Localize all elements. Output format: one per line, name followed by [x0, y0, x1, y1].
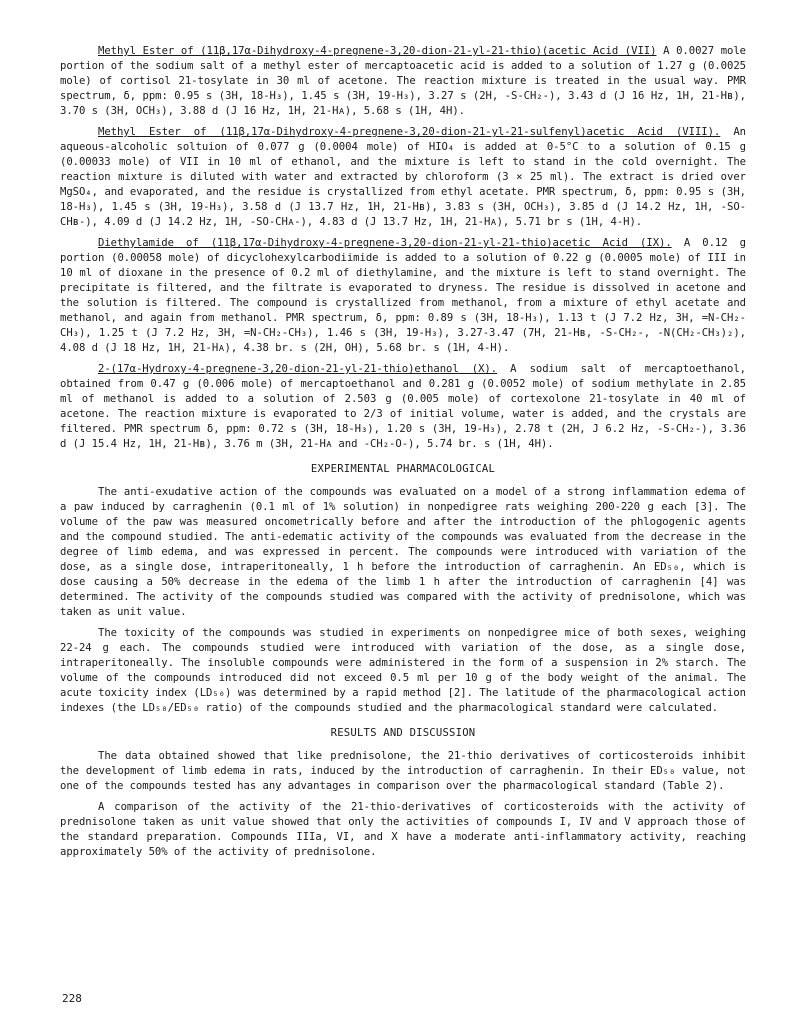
paragraph: The toxicity of the compounds was studied in experiments on nonpedigree mice of both sexes, weighing 22-24 g each. The compounds studied were introduced with variation of the dose, as a single dose, intraperitoneally. The insoluble compounds were administered in the form of a suspension in 2% starch. The volume of the compounds introduced did not exceed 0.5 ml per 10 g of the body weight of the animal. The acute toxicity index (LD₅₀) was determined by a rapid method [2]. The latitude of the pharmacological action indexes (the LD₅₀/ED₅₀ ratio) of the compounds studied and the pharmacological standard were calculated.	[60, 627, 746, 714]
compound-title: Methyl Ester of (11β,17α-Dihydroxy-4-pregnene-3,20-dion-21-yl-21-sulfenyl)acetic Acid (VIII).	[98, 126, 721, 138]
compound-title: Methyl Ester of (11β,17α-Dihydroxy-4-pregnene-3,20-dion-21-yl-21-thio)(acetic Acid (VII)	[98, 45, 657, 57]
compound-text: A sodium salt of mercaptoethanol, obtained from 0.47 g (0.006 mole) of mercaptoethanol and 0.281 g (0.0052 mole) of sodium methylate in 2.85 ml of methanol is added to a solution of 2.503 g (0.005 mole) of cortexolone 21-tosylate in 40 ml of acetone. The reaction mixture is evaporated to 2/3 of initial volume, water is added, and the crystals are filtered. PMR spectrum δ, ppm: 0.72 s (3H, 18-H₃), 1.20 s (3H, 19-H₃), 2.78 t (2H, J 6.2 Hz, -S-CH₂-), 3.36 d (J 15.4 Hz, 1H, 21-Hʙ), 3.76 m (3H, 21-Hᴀ and -CH₂-O-), 5.74 br. s (1H, 4H).	[60, 363, 746, 450]
section-heading-results: RESULTS AND DISCUSSION	[330, 727, 476, 739]
paragraph: The data obtained showed that like prednisolone, the 21-thio derivatives of corticosteroids inhibit the development of limb edema in rats, induced by the introduction of carraghenin. In their ED₅₀ value, not one of the compounds tested has any advantages in comparison over the pharmacological standard (Table 2).	[60, 750, 746, 792]
compound-title: Diethylamide of (11β,17α-Dihydroxy-4-pregnene-3,20-dion-21-yl-21-thio)acetic Acid (IX).	[98, 237, 672, 249]
page-number: 228	[62, 992, 82, 1005]
paragraph: The anti-exudative action of the compounds was evaluated on a model of a strong inflammation edema of a paw induced by carraghenin (0.1 ml of 1% solution) in nonpedigree rats weighing 200-220 g each [3]. The volume of the paw was measured oncometrically before and after the introduction of the phlogogenic agents and the compound studied. The anti-edematic activity of the compounds was evaluated from the decrease in the degree of limb edema, and was expressed in percent. The compounds were introduced with variation of the dose, as a single dose, intraperitoneally, 1 h before the introduction of carraghenin. An ED₅₀, which is dose causing a 50% decrease in the edema of the limb 1 h after the introduction of carraghenin [4] was determined. The activity of the compounds studied was compared with the activity of prednisolone, which was taken as unit value.	[60, 486, 746, 618]
compound-text: A 0.0027 mole portion of the sodium salt of a methyl ester of mercaptoacetic acid is added to a solution of 1.27 g (0.0025 mole) of cortisol 21-tosylate in 30 ml of acetone. The reaction mixture is treated in the usual way. PMR spectrum, δ, ppm: 0.95 s (3H, 18-H₃), 1.45 s (3H, 19-H₃), 3.27 s (2H, -S-CH₂-), 3.43 d (J 16 Hz, 1H, 21-Hʙ), 3.70 s (3H, OCH₃), 3.88 d (J 16 Hz, 1H, 21-Hᴀ), 5.68 s (1H, 4H).	[60, 45, 747, 117]
compound-title: 2-(17α-Hydroxy-4-pregnene-3,20-dion-21-yl-21-thio)ethanol (X).	[98, 363, 498, 375]
compound-paragraph-viii	[60, 125, 746, 230]
compound-paragraph-x	[60, 362, 746, 452]
compound-paragraph-vii	[60, 44, 746, 119]
compound-text: A 0.12 g portion (0.00058 mole) of dicyclohexylcarbodiimide is added to a solution of 0.22 g (0.0005 mole) of III in 10 ml of dioxane in the presence of 0.2 ml of diethylamine, and the mixture is left to stand overnight. The precipitate is filtered, and the filtrate is evaporated to dryness. The residue is dissolved in acetone and the solution is filtered. The compound is crystallized from methanol, from a mixture of ethyl acetate and methanol, and again from methanol. PMR spectrum, δ, ppm: 0.89 s (3H, 18-H₃), 1.13 t (J 7.2 Hz, 3H, =N-CH₂-CH₃), 1.25 t (J 7.2 Hz, 3H, =N-CH₂-CH₃), 1.46 s (3H, 19-H₃), 3.27-3.47 (7H, 21-Hʙ, -S-CH₂-, -N(CH₂-CH₃)₂), 4.08 d (J 18 Hz, 1H, 21-Hᴀ), 4.38 br. s (2H, OH), 5.68 br. s (1H, 4-H).	[60, 237, 747, 354]
compound-paragraph-ix	[60, 236, 746, 356]
compound-text: An aqueous-alcoholic soltuion of 0.077 g (0.0004 mole) of HIO₄ is added at 0-5°C to a solution of 0.15 g (0.00033 mole) of VII in 10 ml of ethanol, and the mixture is left to stand in the cold overnight. The reaction mixture is diluted with water and extracted by chloroform (3 × 25 ml). The extract is dried over MgSO₄, and evaporated, and the residue is crystallized from ethyl acetate. PMR spectrum, δ, ppm: 0.95 s (3H, 18-H₃), 1.45 s (3H, 19-H₃), 3.58 d (J 13.7 Hz, 1H, 21-Hʙ), 3.83 s (3H, OCH₃), 3.85 d (J 14.2 Hz, 1H, -SO- CHʙ-), 4.09 d (J 14.2 Hz, 1H, -SO-CHᴀ-), 4.83 d (J 13.7 Hz, 1H, 21-Hᴀ), 5.71 br s (1H, 4-H).	[60, 126, 746, 228]
section-heading-experimental: EXPERIMENTAL PHARMACOLOGICAL	[310, 463, 496, 475]
page-body	[60, 44, 746, 866]
paragraph: A comparison of the activity of the 21-thio-derivatives of corticosteroids with the activity of prednisolone taken as unit value showed that only the activities of compounds I, IV and V approach those of the standard preparation. Compounds IIIa, VI, and X have a moderate anti-inflammatory activity, reaching approximately 50% of the activity of prednisolone.	[60, 801, 746, 858]
